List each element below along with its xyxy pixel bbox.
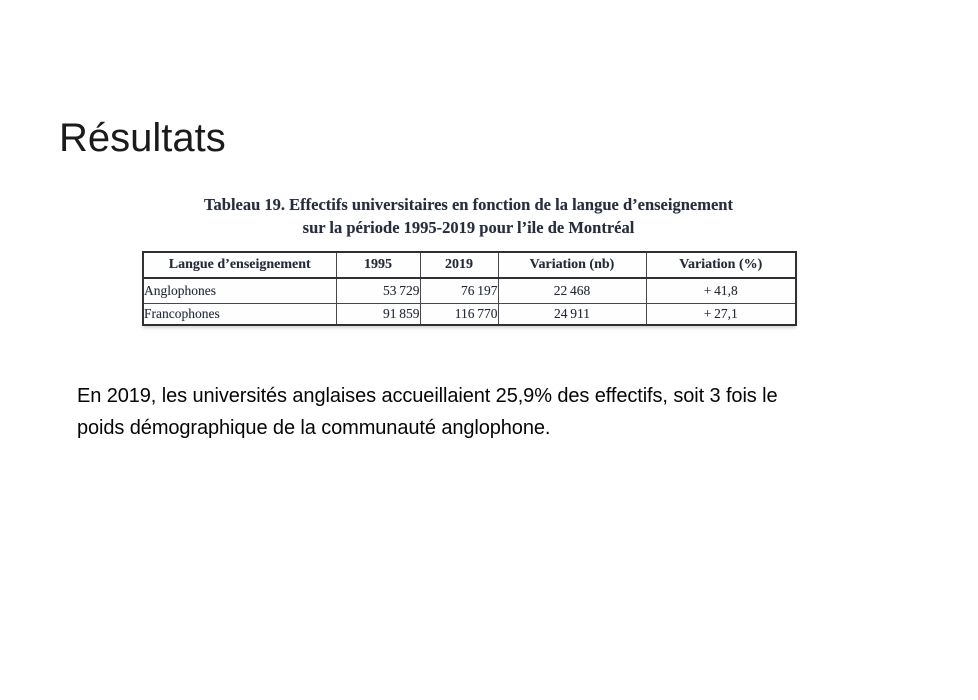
table-caption [142, 193, 795, 239]
table-cell-1995: 91 859 [336, 303, 420, 325]
table-caption-line-1: Tableau 19. Effectifs universitaires en fonction de la langue d’enseignement [204, 195, 733, 214]
column-header-language: Langue d’enseignement [143, 252, 336, 278]
page-title: Résultats [59, 115, 226, 160]
table-row [143, 303, 796, 325]
table-cell-variation-nb: 24 911 [498, 303, 646, 325]
paragraph-line-1: En 2019, les universités anglaises accueillaient 25,9% des effectifs, soit 3 fois le [77, 385, 778, 407]
column-header-1995: 1995 [336, 252, 420, 278]
table-header-row [143, 252, 796, 278]
table-caption-line-2: sur la période 1995-2019 pour l’ile de Montréal [302, 218, 635, 237]
table-cell-2019: 76 197 [420, 278, 498, 303]
table-cell-2019: 116 770 [420, 303, 498, 325]
table-cell-language: Francophones [143, 303, 336, 325]
paragraph-line-2: poids démographique de la communauté anglophone. [77, 416, 551, 439]
table-cell-variation-pct: + 41,8 [646, 278, 796, 303]
table-cell-1995: 53 729 [336, 278, 420, 303]
table-cell-language: Anglophones [143, 278, 336, 303]
table-row [143, 278, 796, 303]
scanned-table-figure [142, 193, 795, 326]
table-cell-variation-pct: + 27,1 [646, 303, 796, 325]
data-table [142, 251, 797, 326]
column-header-variation-pct: Variation (%) [646, 252, 796, 278]
table-cell-variation-nb: 22 468 [498, 278, 646, 303]
slide-body-paragraph [77, 381, 937, 444]
column-header-variation-nb: Variation (nb) [498, 252, 646, 278]
column-header-2019: 2019 [420, 252, 498, 278]
